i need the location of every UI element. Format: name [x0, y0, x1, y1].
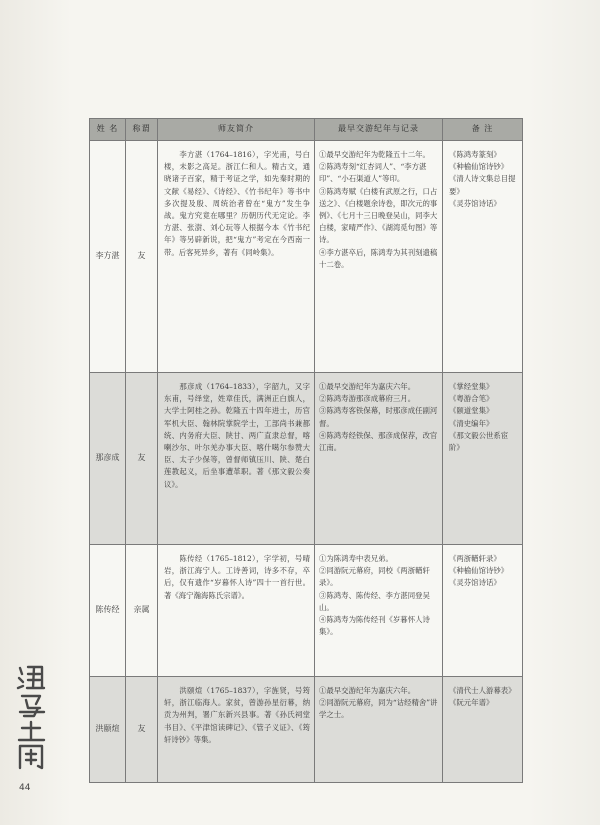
note-item: 《种榆仙馆诗钞》 [449, 566, 509, 576]
note-cell [443, 141, 523, 373]
record-item: ②陈鸿寿游那彦成幕府三月。 [319, 394, 416, 404]
record-item: ④陈鸿寿经铁保、那彦成保荐，改官江南。 [319, 430, 438, 453]
record-cell [315, 373, 443, 545]
person-bio [158, 373, 315, 545]
note-item: 《灵芬馆诗话》 [449, 198, 501, 208]
header-name: 姓 名 [90, 119, 126, 141]
table-row [90, 373, 523, 545]
page-number: 44 [19, 783, 31, 793]
record-item: ②陈鸿寿刻“红杏词人”、“李方湛印”、“小石渠道人”等印。 [319, 162, 427, 184]
bio-text: 李方湛（1764–1816），字光甫，号白楼，未影之高足。浙江仁和人。精古文，通晓诸子百家，精于考证之学，如先秦时期的文献《易经》、《诗经》、《竹书纪年》等书中多次提及殷、周统治者曾在“鬼方”发生争战。鬼方究竟在哪里？历朝历代无定论。李方湛、张澍、刘心玩等人根据今本《竹书纪年》等另辟新说，把“鬼方”考定在今西南一带。后客死异乡，著有《同岭集》。 [164, 150, 310, 257]
record-item: ①最早交游纪年为嘉庆六年。 [319, 686, 416, 695]
note-item: 《清人诗文集总目提要》 [449, 174, 516, 196]
person-bio [158, 677, 315, 783]
record-item: ①为陈鸿寿中表兄弟。 [319, 554, 393, 563]
note-item: 《掌经堂集》 [449, 382, 494, 391]
record-item: ③陈鸿寿赋《白楼有武原之行，口占送之》、《白楼题余诗卷，即次元的事例》、《七月十三日晚登吴山，同李大白楼，家晴严作》、《湖湾觅句图》等诗。 [319, 186, 438, 245]
record-item: ③陈鸿寿客铁保幕，时那彦成任副河督。 [319, 406, 438, 428]
note-cell [443, 373, 523, 545]
person-title: 亲属 [126, 545, 158, 677]
person-title: 友 [126, 141, 158, 373]
note-item: 《灵芬馆诗话》 [449, 578, 501, 588]
person-name: 李方湛 [90, 141, 126, 373]
bio-text: 那彦成（1764–1833），字韶九，又字东甫，号绎堂，姓章佳氏，满洲正白旗人，大学士阿桂之孙。乾隆五十四年进士，历官军机大臣、翰林院掌院学士，工部尚书兼都统、内务府大臣、陕甘、两广直隶总督，喀喇沙尔、叶尔羌办事大臣、喀什噶尔参赞大臣、太子少保等，曾督师镇压川、陕、楚白莲教起义，后坐事遭革职。著《那文毅公奏议》。 [164, 382, 310, 489]
person-name: 那彦成 [90, 373, 126, 545]
note-cell [443, 545, 523, 677]
friends-table [89, 118, 523, 783]
note-cell [443, 677, 523, 783]
table-row [90, 545, 523, 677]
header-note: 备 注 [443, 119, 523, 141]
record-item: ④李方湛卒后，陈鸿寿为其刊刻遗稿十二卷。 [319, 247, 438, 269]
person-bio [158, 545, 315, 677]
note-item: 《种榆仙馆诗钞》 [449, 162, 509, 172]
record-cell [315, 545, 443, 677]
person-title: 友 [126, 677, 158, 783]
bio-text: 洪颐煊（1765–1837），字旌贤，号筠轩，浙江临海人。家贫，曾游孙星衍幕，纳贡为州判，署广东新兴县事。著《孙氏祠堂书目》、《平津馆读碑记》、《管子义证》、《筠轩诗钞》等集。 [164, 686, 310, 744]
note-item: 《那文毅公世系宦阶》 [449, 430, 509, 453]
header-bio: 师友简介 [158, 119, 315, 141]
person-name: 洪颐煊 [90, 677, 126, 783]
bio-text: 陈传经（1765–1812），字学初，号晴岩，浙江海宁人。工诗善词，诗多不存，卒后，仅有遗作“岁暮怀人诗”四十一首行世。著《海宁瀚海陈氏宗谱》。 [164, 554, 310, 600]
record-item: ④陈鸿寿为陈传经刊《岁暮怀人诗集》。 [319, 615, 430, 637]
record-cell [315, 141, 443, 373]
table-header-row [90, 119, 523, 141]
table-row [90, 141, 523, 373]
note-item: 《清代士人游幕表》 [449, 686, 516, 695]
calligraphy-decoration [14, 664, 48, 772]
record-item: ③陈鸿寿、陈传经、李方湛同登吴山。 [319, 590, 430, 612]
person-name: 陈传经 [90, 545, 126, 677]
note-item: 《陈鸿寿篆刻》 [449, 150, 501, 159]
note-item: 《清史编年》 [449, 418, 494, 428]
person-bio [158, 141, 315, 373]
note-item: 《粤游合笔》 [449, 394, 494, 404]
header-record: 最早交游纪年与记录 [315, 119, 443, 141]
person-title: 友 [126, 373, 158, 545]
note-item: 《阮元年谱》 [449, 698, 494, 708]
record-cell [315, 677, 443, 783]
note-item: 《颐道堂集》 [449, 406, 494, 416]
record-item: ②同游阮元幕府，同为“诂经精舍”讲学之士。 [319, 698, 438, 720]
record-item: ②同游阮元幕府，同校《两浙輶轩录》。 [319, 566, 430, 588]
record-item: ①最早交游纪年为乾隆五十二年。 [319, 150, 430, 159]
record-item: ①最早交游纪年为嘉庆六年。 [319, 382, 416, 391]
table-row [90, 677, 523, 783]
header-title: 称谓 [126, 119, 158, 141]
note-item: 《两浙輶轩录》 [449, 554, 501, 563]
